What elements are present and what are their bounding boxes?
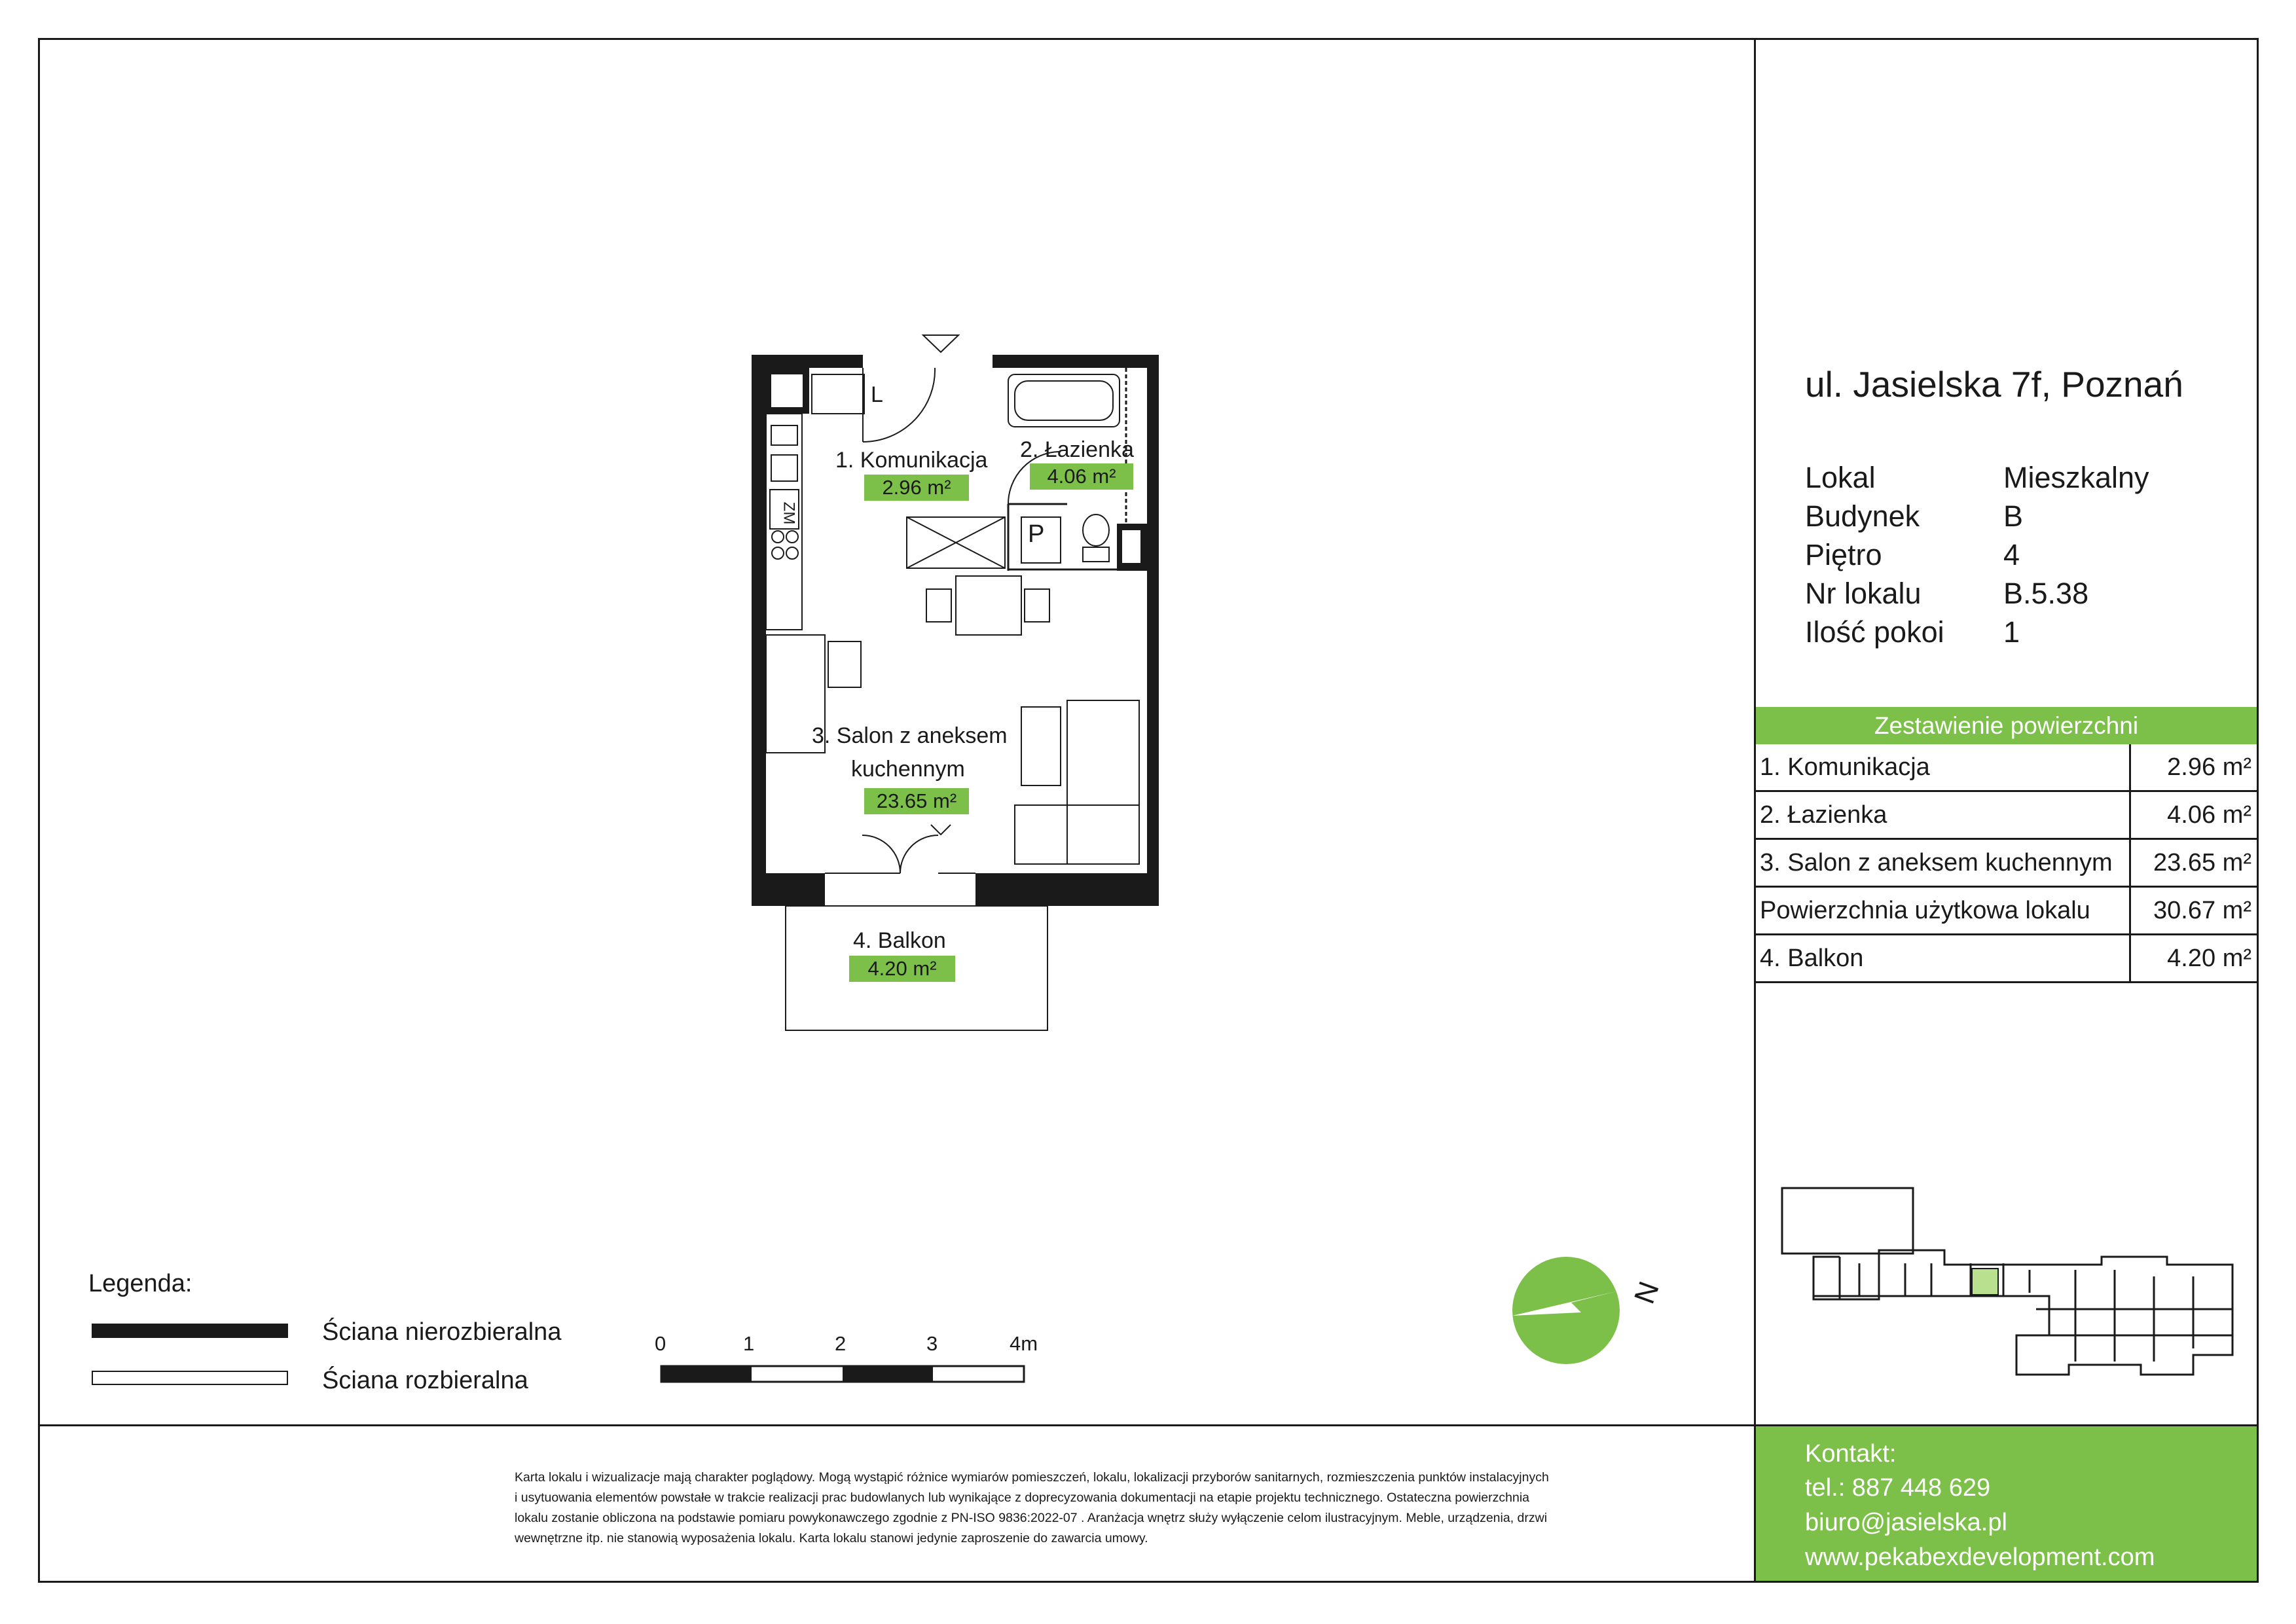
wardrobe-symbol: L [871, 382, 883, 407]
legend-label-partition: Ściana rozbieralna [322, 1367, 528, 1394]
table-row-name: 4. Balkon [1760, 945, 1864, 972]
info-value-pietro: 4 [2003, 538, 2020, 571]
scale-tick-4: 4m [1010, 1332, 1038, 1355]
floor-plan [746, 327, 1165, 1041]
key-plan [1774, 1178, 2246, 1388]
room-label-lazienka: 2. Łazienka [1020, 437, 1134, 462]
table-row-name: 3. Salon z aneksem kuchennym [1760, 849, 2113, 876]
table-row [1756, 935, 2257, 983]
info-value-ilosc-pokoi: 1 [2003, 615, 2020, 649]
table-row-name: Powierzchnia użytkowa lokalu [1760, 897, 2090, 924]
room-area-komunikacja: 2.96 m² [864, 475, 969, 501]
contact-phone[interactable]: tel.: 887 448 629 [1805, 1474, 1991, 1502]
fridge-symbol: ZM [780, 501, 798, 525]
room-label-salon-line2: kuchennym [851, 757, 965, 782]
legend-swatch-partition [92, 1371, 288, 1385]
disclaimer-line: i usytuowania elementów powstałe w trakcie realizacji prac budowlanych lub wynikające z doprecyzowania dokumentacji na etapie projektu technicznego. Ostateczna powierzchnia [515, 1490, 1530, 1505]
table-row [1756, 888, 2257, 935]
compass-icon [1506, 1250, 1637, 1368]
info-label-ilosc-pokoi: Ilość pokoi [1805, 615, 1944, 649]
legend-swatch-loadbearing [92, 1324, 288, 1338]
address: ul. Jasielska 7f, Poznań [1805, 364, 2183, 405]
info-value-lokal: Mieszkalny [2003, 461, 2149, 494]
room-area-lazienka: 4.06 m² [1030, 463, 1133, 490]
compass-label: N [1628, 1277, 1666, 1308]
scale-tick-3: 3 [926, 1332, 938, 1355]
table-row-area: 4.06 m² [2167, 801, 2251, 829]
table-row [1756, 840, 2257, 888]
legend-title: Legenda: [88, 1270, 192, 1297]
area-table-header [1756, 707, 2257, 744]
scale-tick-1: 1 [743, 1332, 755, 1355]
scale-tick-2: 2 [835, 1332, 847, 1355]
info-label-pietro: Piętro [1805, 538, 1882, 571]
scale-bar [660, 1365, 1027, 1384]
contact-website[interactable]: www.pekabexdevelopment.com [1805, 1543, 2155, 1571]
info-label-nr-lokalu: Nr lokalu [1805, 577, 1922, 610]
area-table-header-label: Zestawienie powierzchni [1874, 712, 2139, 739]
info-value-nr-lokalu: B.5.38 [2003, 577, 2089, 610]
legend-label-loadbearing: Ściana nierozbieralna [322, 1318, 562, 1346]
table-row-name: 2. Łazienka [1760, 801, 1887, 829]
info-label-lokal: Lokal [1805, 461, 1876, 494]
washer-symbol: P [1028, 520, 1045, 548]
info-value-budynek: B [2003, 499, 2024, 533]
table-row-name: 1. Komunikacja [1760, 753, 1930, 781]
room-area-salon: 23.65 m² [864, 788, 969, 814]
table-row [1756, 744, 2257, 792]
disclaimer-line: Karta lokalu i wizualizacje mają charakter poglądowy. Mogą wystąpić różnice wymiarów pomieszczeń, lokalu, lokalizacji przyborów sanitarnych, rozmieszczenia punktów instalacyjnych [515, 1470, 1549, 1485]
room-label-salon-line1: 3. Salon z aneksem [812, 723, 1008, 748]
table-row-area: 23.65 m² [2153, 849, 2251, 876]
disclaimer [515, 1468, 1713, 1549]
scale-tick-0: 0 [655, 1332, 666, 1355]
disclaimer-line: lokalu zostanie obliczona na podstawie pomiaru powykonawczego zgodnie z PN-ISO 9836:2022-07 . Aranżacja wnętrz służy wyłączenie celom ilustracyjnym. Meble, urządzenia, drzwi [515, 1511, 1548, 1525]
room-label-komunikacja: 1. Komunikacja [835, 448, 988, 473]
room-label-balkon: 4. Balkon [853, 928, 946, 953]
disclaimer-line: wewnętrzne itp. nie stanowią wyposażenia lokalu. Karta lokalu stanowi jedynie zaproszenie do zawarcia umowy. [515, 1531, 1148, 1545]
room-area-balkon: 4.20 m² [849, 956, 955, 982]
contact-title: Kontakt: [1805, 1440, 1897, 1468]
contact-email[interactable]: biuro@jasielska.pl [1805, 1509, 2007, 1536]
info-label-budynek: Budynek [1805, 499, 1920, 533]
table-row-area: 2.96 m² [2167, 753, 2251, 781]
table-row-area: 30.67 m² [2153, 897, 2251, 924]
table-row [1756, 792, 2257, 840]
table-row-area: 4.20 m² [2167, 945, 2251, 972]
